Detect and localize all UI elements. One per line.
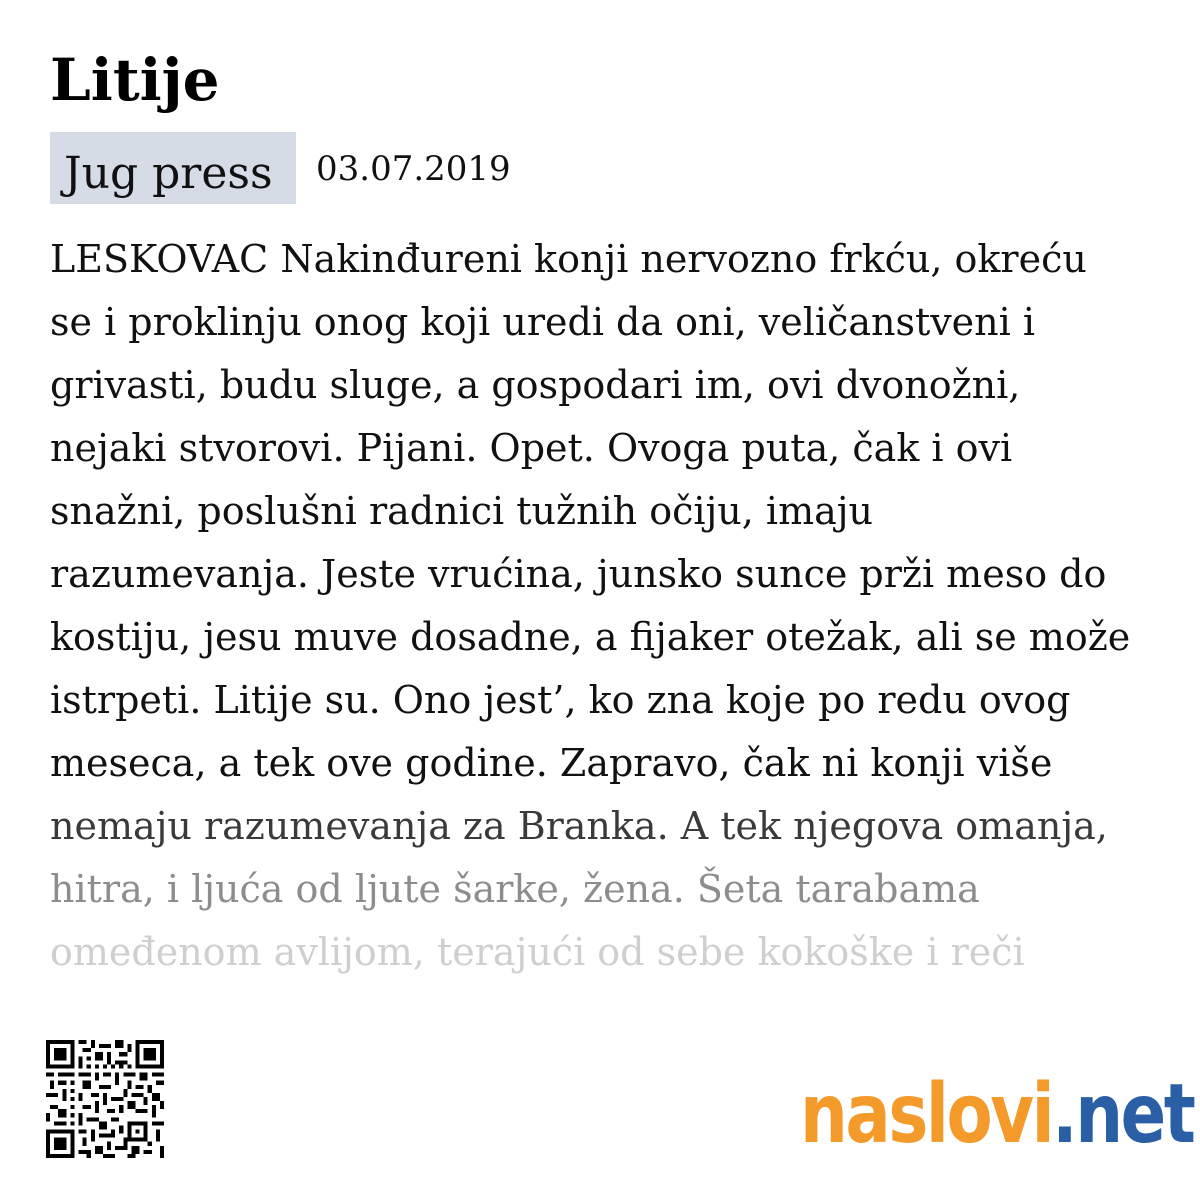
article-line: grivasti, budu sluge, a gospodari im, ovi dvonožni, [50,363,1021,407]
article-line: istrpeti. Litije su. Ono jest’, ko zna koje po redu ovog [50,678,1071,722]
source-badge[interactable]: Jug press [50,132,296,204]
article-body [50,228,1160,988]
article-title: Litije [50,46,220,114]
logo-text-net: .net [1052,1067,1194,1162]
article-line: se i proklinju onog koji uredi da oni, veličanstveni i [50,300,1036,344]
article-line: snažni, poslušni radnici tužnih očiju, imaju [50,489,874,533]
article-line: kostiju, jesu muve dosadne, a fijaker otežak, ali se može [50,615,1131,659]
article-line: nejaki stvorovi. Pijani. Opet. Ovoga puta, čak i ovi [50,426,1013,470]
publish-date: 03.07.2019 [316,149,511,189]
article-line: nemaju razumevanja za Branka. A tek njegova omanja, [50,804,1108,848]
qr-code-icon[interactable] [46,1040,164,1158]
article-line: LESKOVAC Nakinđureni konji nervozno frkću, okreću [50,237,1087,281]
article-line: omeđenom avlijom, terajući od sebe kokoške i reči [50,930,1025,974]
article-line: razumevanja. Jeste vrućina, junsko sunce prži meso do [50,552,1107,596]
article-line: hitra, i ljuća od ljute šarke, žena. Šeta tarabama [50,867,980,911]
naslovi-net-logo[interactable] [800,1060,1194,1170]
article-line: meseca, a tek ove godine. Zapravo, čak ni konji više [50,741,1053,785]
logo-text-naslovi: naslovi [800,1067,1053,1162]
